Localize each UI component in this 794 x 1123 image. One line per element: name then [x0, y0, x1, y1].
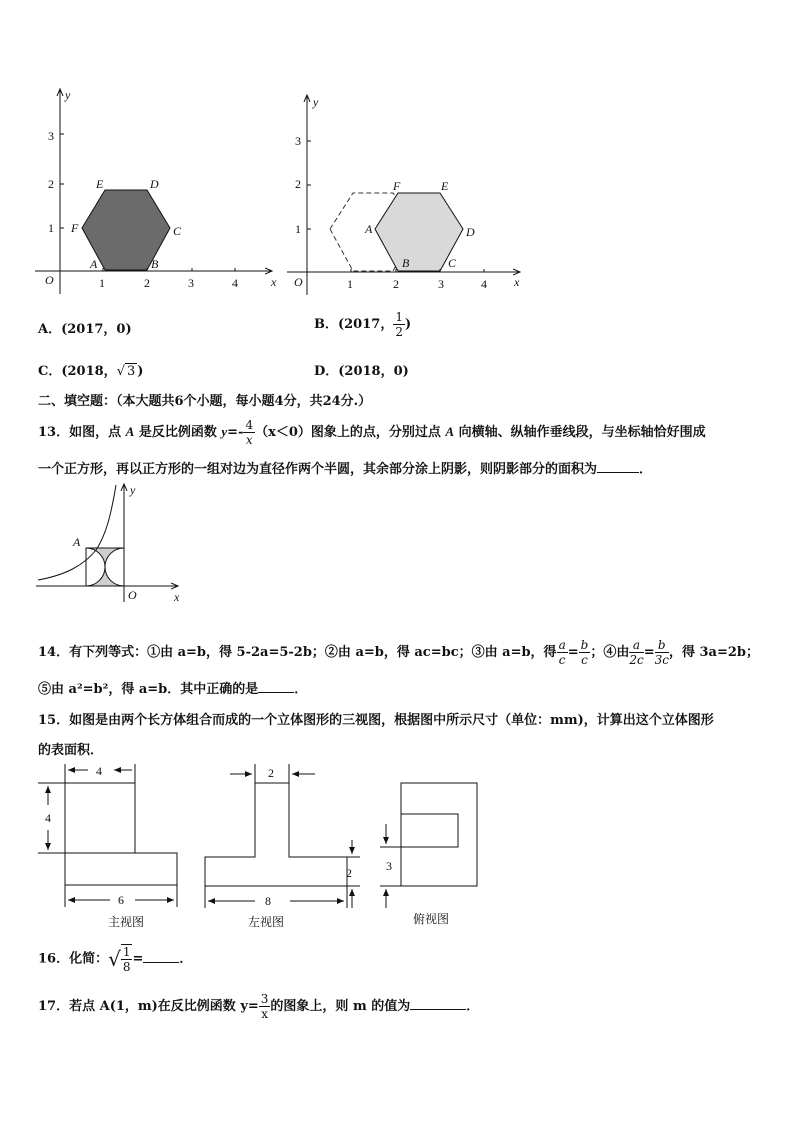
y-tick-label: 1: [48, 221, 54, 235]
fraction-numerator: a: [558, 638, 566, 652]
option-c-suffix: ): [137, 364, 144, 379]
front-dim-left: 4: [45, 811, 51, 825]
left-hexagon-graph: [30, 84, 290, 299]
x-tick-label: 1: [347, 277, 353, 291]
vertex-label-b: B: [151, 257, 159, 271]
side-dim-bottom: 8: [265, 894, 271, 908]
q13-text: 向横轴、纵轴作垂线段，与坐标轴恰好围成: [454, 425, 706, 440]
x-tick-label: 3: [438, 277, 444, 291]
q13-graph: [36, 480, 186, 605]
option-c-prefix: C．(2018，: [38, 364, 117, 379]
q13-text: 是反比例函数: [134, 425, 222, 440]
q14-text: ⑤由 a²=b²，得 a=b．其中正确的是: [38, 682, 259, 697]
vertex-label-a: A: [365, 222, 373, 236]
side-dim-right: 2: [346, 866, 352, 880]
q14-text: 14．有下列等式：①由 a=b，得 5-2a=5-2b；②由 a=b，得 ac=bc；③由 a=b，得: [38, 645, 557, 660]
front-view-lower-rect: [65, 853, 177, 885]
vertex-label-e: E: [441, 179, 449, 193]
origin-label: O: [128, 588, 137, 602]
function-condition: （x＜0）: [255, 425, 311, 440]
vertex-label-d: D: [466, 225, 475, 239]
question-13-line-2: [38, 458, 652, 477]
point-a: A: [125, 424, 135, 439]
q17-end: ．: [466, 999, 480, 1014]
fraction-numerator: b: [580, 638, 589, 652]
y-tick-label: 3: [295, 134, 301, 148]
vertex-label-f: F: [71, 221, 79, 235]
sqrt-fraction: [121, 944, 133, 974]
front-view-upper-rect: [65, 783, 135, 853]
x-axis-label: x: [174, 590, 180, 604]
function-fraction: [259, 992, 271, 1021]
vertex-label-b: B: [402, 256, 410, 270]
fraction-numerator: b: [655, 638, 669, 653]
vertex-label-f: F: [393, 179, 401, 193]
origin-label: O: [45, 273, 54, 287]
q14-text: ，得 3a=2b；: [668, 645, 759, 660]
front-view-caption: 主视图: [108, 915, 145, 929]
fraction-denominator: 8: [122, 960, 131, 974]
x-tick-label: 2: [144, 276, 150, 290]
q13-text: 13．如图，点: [38, 425, 126, 440]
side-view-caption: 左视图: [248, 915, 285, 929]
vertex-label-c: C: [173, 224, 182, 238]
question-15-line-1: 15．如图是由两个长方体组合而成的一个立体图形的三视图，根据图中所示尺寸（单位：mm)，计算出这个立体图形: [38, 713, 714, 728]
q16-end: ．: [179, 951, 193, 967]
y-tick-label: 3: [48, 129, 54, 143]
answer-blank[interactable]: [143, 950, 179, 963]
x-tick-label: 1: [99, 276, 105, 290]
x-tick-label: 3: [188, 276, 194, 290]
fraction-denominator: 2: [395, 325, 403, 339]
top-dim-left: 3: [386, 859, 392, 873]
option-c: [38, 360, 143, 379]
y-tick-label: 2: [48, 177, 54, 191]
radicand: 3: [126, 364, 136, 379]
fraction: [629, 638, 643, 667]
origin-label: O: [294, 275, 303, 289]
side-dim-top: 2: [268, 766, 274, 780]
y-tick-label: 1: [295, 222, 301, 236]
question-13-line-1: [38, 418, 706, 447]
q14-end: ．: [294, 682, 308, 697]
vertex-label-a: A: [90, 257, 98, 271]
y-axis-label: y: [313, 95, 319, 109]
answer-blank[interactable]: [410, 997, 466, 1010]
section-heading: 二、填空题：（本大题共6个小题，每小题4分，共24分.）: [38, 394, 372, 409]
function-fraction: [243, 418, 255, 447]
fraction-denominator: x: [245, 433, 253, 447]
vertex-label-c: C: [448, 256, 457, 270]
option-a: A．(2017，0): [38, 322, 132, 337]
q13-text: 图象上的点，分别过点: [310, 425, 446, 440]
question-17: [38, 992, 479, 1021]
fraction-numerator: 1: [395, 310, 403, 324]
q17-text: 17．若点 A(1，m)在反比例函数 y=: [38, 999, 259, 1014]
vertex-label-d: D: [150, 177, 159, 191]
question-14-line-2: [38, 678, 307, 697]
top-view-inner-rect: [401, 814, 458, 847]
question-14-line-1: [38, 638, 759, 667]
top-view-caption: 俯视图: [413, 912, 450, 926]
point-a: A: [445, 424, 455, 439]
fraction-numerator: 1: [122, 945, 131, 959]
option-b-fraction: [393, 310, 405, 339]
sqrt-sign: √: [108, 947, 121, 971]
y-tick-label: 2: [295, 177, 301, 191]
fraction-numerator: a: [629, 638, 643, 653]
fraction: [557, 638, 568, 667]
answer-blank[interactable]: [258, 680, 294, 693]
sqrt-expression: √ 3: [116, 364, 136, 379]
equals-sign: =: [643, 645, 655, 660]
fraction-denominator: c: [558, 653, 566, 667]
x-tick-label: 4: [232, 276, 238, 290]
question-16: [38, 944, 192, 974]
three-views-figure: [30, 760, 500, 932]
question-15-line-2: 的表面积．: [38, 743, 104, 758]
fraction: [579, 638, 591, 667]
equals-sign: =: [567, 645, 579, 660]
front-dim-bottom: 6: [118, 893, 124, 907]
answer-blank[interactable]: [597, 460, 639, 473]
fraction: [655, 638, 669, 667]
option-d: D．(2018，0): [314, 364, 409, 379]
y-axis-label: y: [130, 483, 136, 497]
q17-text: 的图象上，则 m 的值为: [270, 999, 411, 1014]
right-hexagon-graph: [282, 90, 532, 300]
fraction-numerator: 4: [245, 418, 254, 432]
function-y: y: [221, 424, 228, 439]
equals-sign: =: [132, 951, 144, 967]
q13-text: 一个正方形，再以正方形的一组对边为直径作两个半圆，其余部分涂上阴影，则阴影部分的面积为: [38, 462, 598, 477]
q16-text: 16．化简：: [38, 951, 109, 967]
fraction-denominator: 3c: [654, 653, 669, 667]
fraction-denominator: x: [261, 1007, 268, 1021]
q14-text: ；④由: [590, 645, 630, 660]
function-eq: =-: [227, 425, 244, 440]
option-b: [314, 310, 411, 339]
fraction-denominator: c: [581, 653, 588, 667]
x-axis-label: x: [271, 275, 277, 289]
front-dim-top: 4: [96, 764, 102, 778]
x-tick-label: 4: [481, 277, 487, 291]
point-a-label: A: [73, 535, 81, 549]
y-axis-label: y: [65, 88, 71, 102]
vertex-label-e: E: [96, 177, 104, 191]
option-b-suffix: ): [404, 317, 412, 332]
side-view-outline: [205, 783, 347, 886]
x-tick-label: 2: [393, 277, 399, 291]
top-view-outer-rect: [401, 783, 477, 886]
fraction-numerator: 3: [260, 992, 269, 1006]
x-axis-label: x: [514, 275, 520, 289]
q13-end: ．: [639, 462, 653, 477]
fraction-denominator: 2c: [629, 653, 644, 667]
option-b-prefix: B．(2017，: [314, 317, 394, 332]
